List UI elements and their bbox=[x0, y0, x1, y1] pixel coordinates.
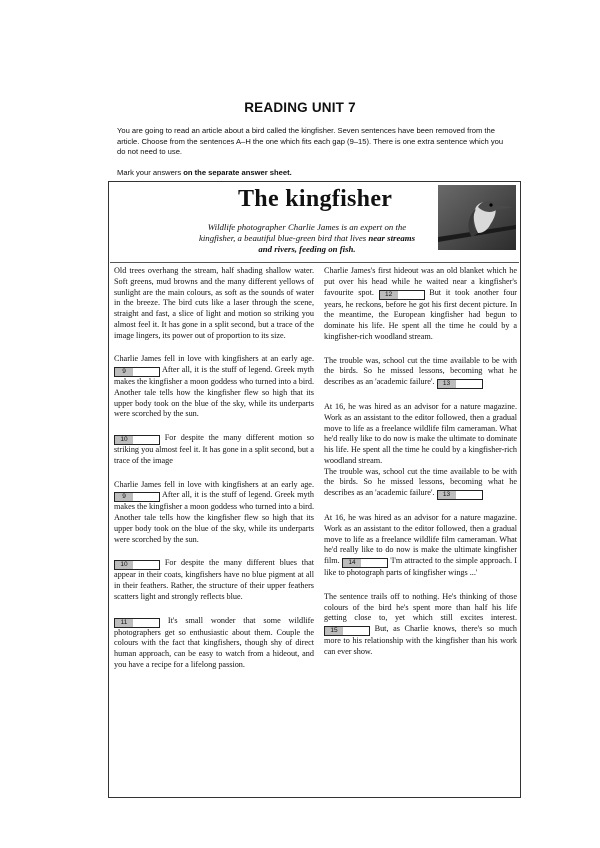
gap-13-repeat[interactable] bbox=[437, 490, 483, 500]
gap-14-number: 14 bbox=[343, 559, 361, 567]
right-paragraph-1 bbox=[324, 266, 517, 343]
left-p3-text: For despite the many different motion so striking you almost feel it. It has gone in a split second, but a trace of the image bbox=[114, 433, 315, 465]
right-p1-end: But it took another four years, he reckons, before he got his first decent picture. In the meantime, the European kingfisher had begun to dominate his life. He spent all the time he could by a kingfisher-rich woodland stream. bbox=[324, 287, 518, 341]
right-p4-start: At 16, he was hired as an advisor for a nature magazine. Work as an assistant to the editor followed, then a gradual move to life as a freelance wildlife film cameraman. What he'd really like to do now is make the ultimate kingfisher film. bbox=[324, 513, 517, 565]
gap-10-repeat-number: 10 bbox=[115, 561, 133, 569]
left-p4-end: After all, it is the stuff of legend. Greek myth makes the kingfisher a moon goddess who turned into a bird. Another tale tells how the kingfisher flew so high that its upper body took on the blue of the sky, while its underparts were scorched by the sun. bbox=[114, 490, 314, 544]
mark-answers-line bbox=[117, 168, 292, 177]
right-p3c-text: The trouble was, school cut the time available to be with the birds. So he missed lessons, becoming what he describes as an 'academic failure'. bbox=[324, 466, 517, 497]
left-paragraph-3 bbox=[114, 433, 314, 467]
left-paragraph-1: Old trees overhang the stream, half shading shallow water. Soft greens, mud browns and the many different yellows of sunlight are the main colours, as soft as the sounds of water in the breeze. The bird cuts like a laser through the scene, straight and fast, a slice of light and motion so striking you almost feel it. It has gone in a split second, but a trace of the image lingers, its power out of proportion to its size. bbox=[114, 266, 314, 340]
kingfisher-photo bbox=[438, 185, 516, 250]
mark-prefix: Mark your answers bbox=[117, 168, 184, 177]
right-p3-text: At 16, he was hired as an advisor for a nature magazine. Work as an assistant to the editor followed, then a gradual move to life as a freelance wildlife film cameraman. What he'd really like to do now is make the ultimate to dominate his life. He spent all the time he could by a kingfisher-rich woodland stream. bbox=[324, 402, 517, 465]
gap-15-number: 15 bbox=[325, 627, 343, 635]
article-subtitle bbox=[192, 222, 422, 255]
left-p6-text: It's small wonder that some wildlife photographers get so enthusiastic about them. Couple the colours with the fact that kingfishers, though shy of direct human approach, can be easy to watch from a hideout, and you have a recipe for a lifelong passion. bbox=[114, 615, 315, 669]
gap-12-number: 12 bbox=[380, 291, 398, 299]
article-header bbox=[110, 182, 519, 263]
left-paragraph-2 bbox=[114, 354, 314, 420]
right-paragraph-5 bbox=[324, 592, 517, 658]
left-p4-start: Charlie James fell in love with kingfishers at an early age. bbox=[114, 479, 314, 489]
left-p2-end: After all, it is the stuff of legend. Greek myth makes the kingfisher a moon goddess who turned into a bird. Another tale tells how the kingfisher flew so high that its upper body took on the blue of the sky, while its underparts were scorched by the sun. bbox=[114, 365, 314, 419]
gap-13-number: 13 bbox=[438, 380, 456, 388]
left-paragraph-5 bbox=[114, 558, 314, 602]
left-paragraph-6 bbox=[114, 616, 314, 671]
gap-10-repeat[interactable] bbox=[114, 560, 160, 570]
right-column bbox=[324, 266, 517, 671]
article-title: The kingfisher bbox=[238, 186, 393, 212]
right-paragraph-3 bbox=[324, 402, 517, 467]
left-p2-start: Charlie James fell in love with kingfishers at an early age. bbox=[114, 354, 314, 364]
left-paragraph-4 bbox=[114, 480, 314, 546]
right-paragraph-3b bbox=[324, 467, 517, 501]
unit-title: READING UNIT 7 bbox=[244, 100, 356, 115]
subtitle-italic: Wildlife photographer Charlie James is an expert on the kingfisher, a beautiful blue-green bird that lives bbox=[198, 222, 407, 243]
gap-9[interactable] bbox=[114, 367, 160, 377]
instructions bbox=[117, 126, 512, 158]
gap-11[interactable] bbox=[114, 618, 160, 628]
gap-15[interactable] bbox=[324, 626, 370, 636]
instructions-text: You are going to read an article about a bird called the kingfisher. Seven sentences have been removed from the article. Choose from the sentences A–H the one which fits each gap (9–15). There is one extra sentence which you do not need to use. bbox=[117, 126, 504, 157]
gap-9-repeat[interactable] bbox=[114, 492, 160, 502]
gap-9-repeat-number: 9 bbox=[115, 493, 133, 501]
right-paragraph-4 bbox=[324, 513, 517, 579]
gap-10[interactable] bbox=[114, 435, 160, 445]
right-p2-text: The trouble was, school cut the time available to be with the birds. So he missed lessons, becoming what he describes as an 'academic failure'. bbox=[324, 355, 517, 386]
gap-11-number: 11 bbox=[115, 619, 133, 627]
right-p5-end: But, as Charlie knows, there's so much more to his relationship with the kingfisher than his work can ever show. bbox=[324, 624, 518, 656]
left-p5-text: For despite the many different blues that appear in their coats, kingfishers have no blue pigment at all in their feathers. Rather, the structure of their upper feathers scatters light and strongly reflects blue. bbox=[114, 558, 315, 601]
right-p5-start: The sentence trails off to nothing. He's thinking of those colours of the bird he's spent more than half his life getting close to, yet which still excites interest. bbox=[324, 591, 517, 623]
left-column bbox=[114, 266, 314, 684]
mark-bold: on the separate answer sheet. bbox=[183, 168, 292, 177]
right-paragraph-2 bbox=[324, 356, 517, 390]
gap-14[interactable] bbox=[342, 558, 388, 568]
gap-12[interactable] bbox=[379, 290, 425, 300]
gap-13[interactable] bbox=[437, 379, 483, 389]
subtitle-bold: near streams and rivers, feeding on fish. bbox=[258, 233, 416, 254]
gap-10-number: 10 bbox=[115, 436, 133, 444]
gap-13-repeat-number: 13 bbox=[438, 491, 456, 499]
gap-9-number: 9 bbox=[115, 368, 133, 376]
article-box bbox=[108, 181, 521, 798]
right-p1-start: Charlie James's first hideout was an old blanket which he put over his head while he waited near a kingfisher's favourite spot. bbox=[324, 266, 517, 297]
right-p4-end: 'I'm attracted to the simple approach. I like to photograph parts of kingfisher wings ...' bbox=[324, 556, 517, 577]
